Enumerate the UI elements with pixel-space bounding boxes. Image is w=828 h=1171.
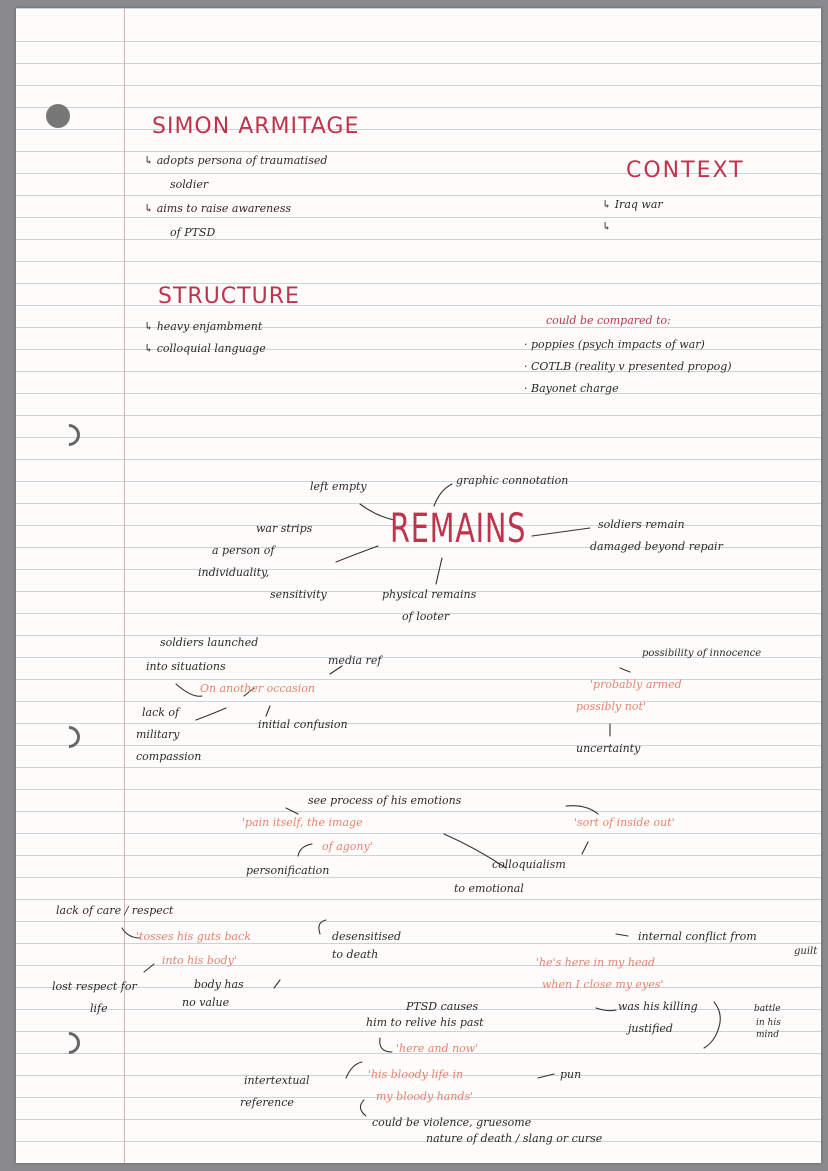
note: mind — [756, 1030, 779, 1040]
intro-line: ↳ adopts persona of traumatised — [144, 154, 328, 167]
remains-note: war strips — [256, 522, 313, 535]
note: uncertainty — [576, 742, 641, 755]
note: nature of death / slang or curse — [426, 1132, 603, 1145]
note: desensitised — [332, 930, 402, 943]
structure-heading: STRUCTURE — [158, 284, 300, 309]
note: intertextual — [244, 1074, 310, 1087]
remains-note: sensitivity — [270, 588, 327, 601]
quote: of agony' — [322, 840, 373, 853]
quote: 'here and now' — [396, 1042, 479, 1055]
quote: my bloody hands' — [376, 1090, 474, 1103]
intro-line: of PTSD — [170, 226, 216, 239]
note: internal conflict from — [638, 930, 757, 943]
quote: 'he's here in my head — [536, 956, 656, 969]
structure-item: ↳ colloquial language — [144, 342, 266, 355]
note: body has — [194, 978, 244, 991]
quote: 'sort of inside out' — [574, 816, 675, 829]
note: military — [136, 728, 180, 741]
remains-note: graphic connotation — [456, 474, 569, 487]
note: in his — [756, 1018, 781, 1028]
structure-item: ↳ heavy enjambment — [144, 320, 263, 333]
note: to emotional — [454, 882, 524, 895]
note: colloquialism — [492, 858, 566, 871]
note: possibility of innocence — [642, 648, 762, 659]
remains-note: a person of — [212, 544, 275, 557]
quote: possibly not' — [576, 700, 646, 713]
quote: into his body' — [162, 954, 237, 967]
note: see process of his emotions — [308, 794, 462, 807]
note: media ref — [328, 654, 382, 667]
note: battle — [754, 1004, 781, 1014]
note: initial confusion — [258, 718, 348, 731]
note: no value — [182, 996, 230, 1009]
context-item: ↳ — [602, 220, 612, 233]
note: to death — [332, 948, 379, 961]
remains-note: individuality, — [198, 566, 270, 579]
note: reference — [240, 1096, 294, 1109]
page-title: SIMON ARMITAGE — [152, 114, 360, 139]
notebook-page — [16, 8, 821, 1163]
note: could be violence, gruesome — [372, 1116, 532, 1129]
remains-note: of looter — [402, 610, 450, 623]
note: soldiers launched — [160, 636, 259, 649]
quote: On another occasion — [200, 682, 316, 695]
note: justified — [628, 1022, 673, 1035]
quote: 'tosses his guts back — [136, 930, 251, 943]
note: pun — [560, 1068, 582, 1081]
remains-note: left empty — [310, 480, 367, 493]
note: guilt — [794, 946, 818, 957]
note: life — [90, 1002, 108, 1015]
note: personification — [246, 864, 330, 877]
compare-heading: could be compared to: — [546, 314, 671, 327]
note: into situations — [146, 660, 226, 673]
context-heading: CONTEXT — [626, 158, 745, 183]
note: compassion — [136, 750, 202, 763]
note: lack of care / respect — [56, 904, 174, 917]
note: PTSD causes — [406, 1000, 479, 1013]
compare-item: · poppies (psych impacts of war) — [524, 338, 705, 351]
note: lack of — [142, 706, 180, 719]
quote: 'probably armed — [590, 678, 682, 691]
quote: 'his bloody life in — [368, 1068, 464, 1081]
quote: when I close my eyes' — [542, 978, 664, 991]
note: was his killing — [618, 1000, 698, 1013]
quote: 'pain itself, the image — [242, 816, 363, 829]
compare-item: · Bayonet charge — [524, 382, 619, 395]
remains-note: physical remains — [382, 588, 477, 601]
note: him to relive his past — [366, 1016, 484, 1029]
remains-word: REMAINS — [390, 506, 527, 552]
intro-line: ↳ aims to raise awareness — [144, 202, 292, 215]
intro-line: soldier — [170, 178, 209, 191]
context-item: ↳ Iraq war — [602, 198, 663, 211]
compare-item: · COTLB (reality v presented propog) — [524, 360, 732, 373]
remains-note: damaged beyond repair — [590, 540, 723, 553]
note: lost respect for — [52, 980, 137, 993]
remains-note: soldiers remain — [598, 518, 685, 531]
